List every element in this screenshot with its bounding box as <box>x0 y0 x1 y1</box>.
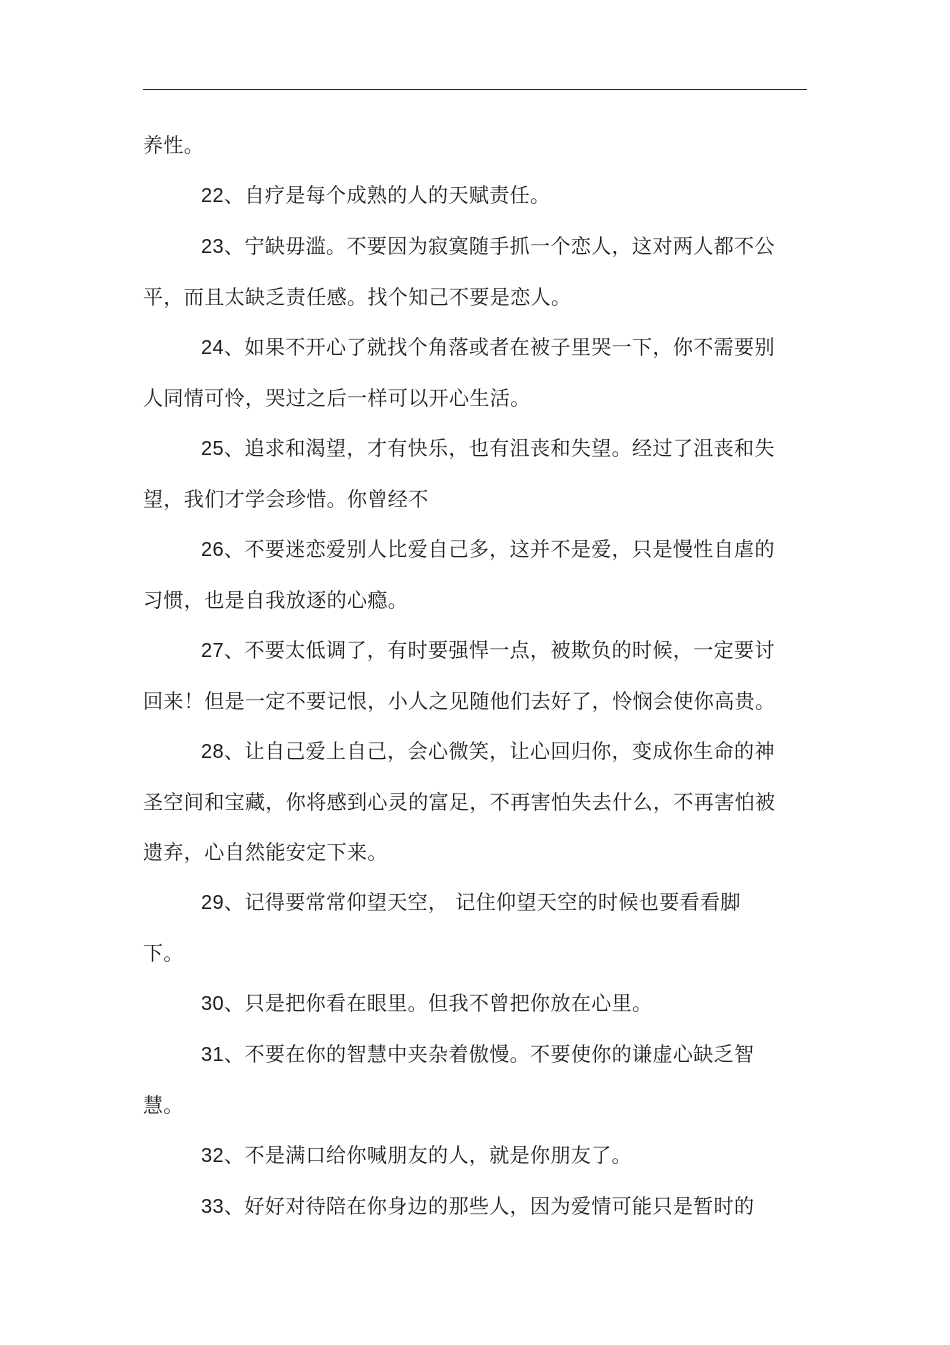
paragraph-text: 、好好对待陪在你身边的那些人，因为爱情可能只是暂时的 <box>224 1194 755 1218</box>
paragraph <box>143 1181 777 1232</box>
paragraph <box>143 120 777 170</box>
paragraph <box>143 423 777 524</box>
paragraph-text: 、追求和渴望，才有快乐，也有沮丧和失望。经过了沮丧和失望，我们才学会珍惜。你曾经不 <box>143 436 775 511</box>
paragraph-text: 、记得要常常仰望天空， 记住仰望天空的时候也要看看脚下。 <box>143 890 741 965</box>
item-number: 32 <box>201 1145 225 1167</box>
paragraph <box>143 221 777 322</box>
paragraph <box>143 978 777 1029</box>
item-number: 25 <box>201 438 225 460</box>
paragraph <box>143 170 777 221</box>
paragraph-text: 、不要迷恋爱别人比爱自己多，这并不是爱，只是慢性自虐的习惯，也是自我放逐的心瘾。 <box>143 537 775 612</box>
item-number: 28 <box>201 741 225 763</box>
paragraph <box>143 625 777 726</box>
paragraph <box>143 1029 777 1130</box>
paragraph <box>143 726 777 877</box>
item-number: 27 <box>201 640 225 662</box>
item-number: 30 <box>201 993 225 1015</box>
paragraph-text: 、只是把你看在眼里。但我不曾把你放在心里。 <box>224 991 653 1015</box>
paragraph-text: 、不要在你的智慧中夹杂着傲慢。不要使你的谦虚心缺乏智慧。 <box>143 1042 755 1117</box>
paragraph-text: 、如果不开心了就找个角落或者在被子里哭一下，你不需要别人同情可怜，哭过之后一样可以开心生活。 <box>143 335 775 410</box>
item-number: 22 <box>201 185 225 207</box>
item-number: 31 <box>201 1044 225 1066</box>
paragraph <box>143 877 777 978</box>
item-number: 26 <box>201 539 225 561</box>
paragraph-text: 、让自己爱上自己，会心微笑，让心回归你，变成你生命的神圣空间和宝藏，你将感到心灵的富足，不再害怕失去什么，不再害怕被遗弃，心自然能安定下来。 <box>143 739 776 864</box>
paragraph <box>143 1130 777 1181</box>
paragraph-text: 、不要太低调了，有时要强悍一点，被欺负的时候，一定要讨回来！但是一定不要记恨，小人之见随他们去好了，怜悯会使你高贵。 <box>143 638 776 713</box>
paragraph-text: 、自疗是每个成熟的人的天赋责任。 <box>224 183 551 207</box>
paragraph <box>143 524 777 625</box>
item-number: 24 <box>201 337 225 359</box>
paragraph-text: 、不是满口给你喊朋友的人，就是你朋友了。 <box>224 1143 633 1167</box>
header-rule <box>143 89 807 90</box>
paragraph-text: 养性。 <box>143 133 205 157</box>
paragraph <box>143 322 777 423</box>
item-number: 23 <box>201 236 225 258</box>
paragraph-text: 、宁缺毋滥。不要因为寂寞随手抓一个恋人，这对两人都不公平，而且太缺乏责任感。找个知己不要是恋人。 <box>143 234 775 309</box>
item-number: 29 <box>201 892 225 914</box>
document-body <box>143 120 777 1232</box>
item-number: 33 <box>201 1196 225 1218</box>
